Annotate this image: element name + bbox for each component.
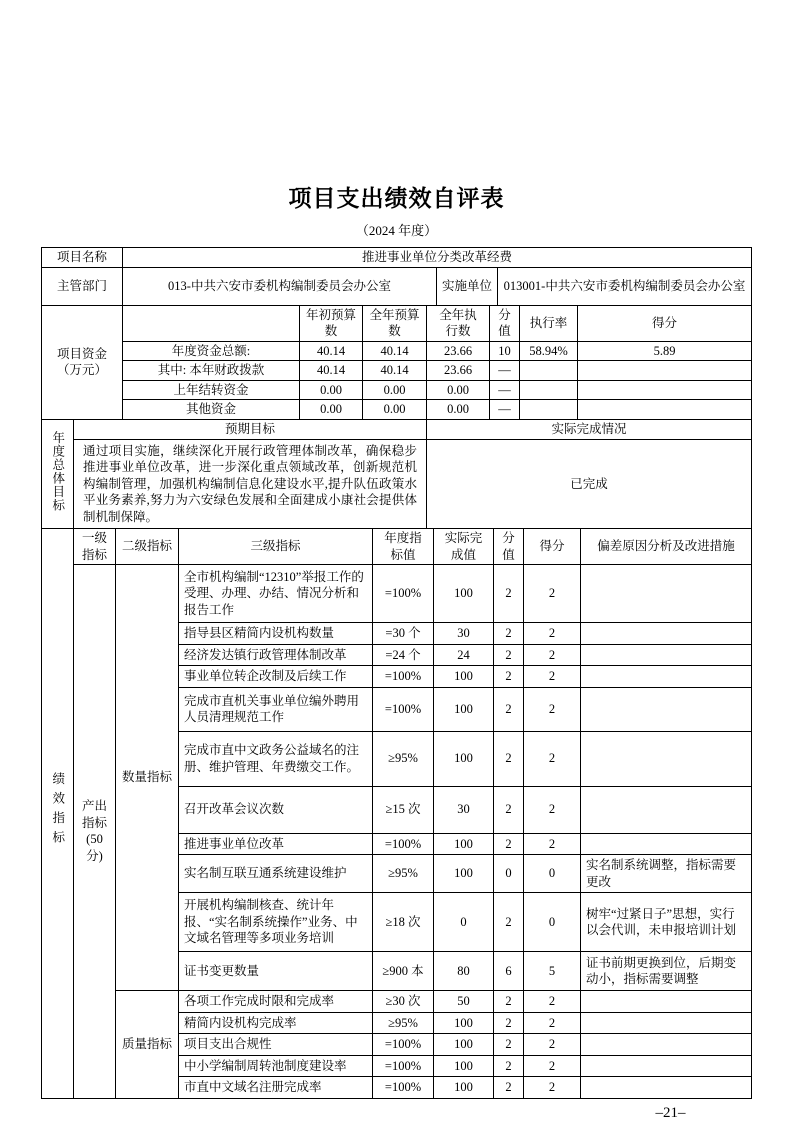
header-target: 年度指 标值 <box>373 529 434 565</box>
indicator-actual: 100 <box>434 1055 494 1077</box>
indicator-score: 2 <box>524 1034 581 1056</box>
funding-points: — <box>490 400 520 420</box>
indicator-name: 市直中文域名注册完成率 <box>179 1077 373 1099</box>
funding-row-name: 其他资金 <box>123 400 300 420</box>
indicator-points: 2 <box>494 893 524 952</box>
indicator-target: ≥30 次 <box>373 991 434 1013</box>
indicator-remark <box>581 644 752 666</box>
indicator-name: 推进事业单位改革 <box>179 833 373 855</box>
funding-initial: 0.00 <box>300 380 363 400</box>
funding-annual: 40.14 <box>363 361 427 381</box>
indicator-points: 2 <box>494 833 524 855</box>
funding-section-label: 项目资金 （万元） <box>42 305 123 419</box>
indicator-score: 2 <box>524 991 581 1013</box>
indicator-row <box>42 991 752 1013</box>
indicator-remark <box>581 623 752 645</box>
indicator-actual: 100 <box>434 855 494 893</box>
funding-points: — <box>490 380 520 400</box>
annual-goal-table <box>41 419 752 530</box>
indicator-remark <box>581 1077 752 1099</box>
header-level2: 二级指标 <box>116 529 179 565</box>
indicator-points: 2 <box>494 786 524 833</box>
page-title: 项目支出绩效自评表 <box>288 185 505 211</box>
indicator-name: 各项工作完成时限和完成率 <box>179 991 373 1013</box>
indicator-name: 事业单位转企改制及后续工作 <box>179 666 373 688</box>
level1-output-indicator: 产出 指标 (50 分) <box>74 565 116 1099</box>
funding-table <box>41 305 752 420</box>
indicator-points: 6 <box>494 952 524 991</box>
funding-executed: 23.66 <box>427 361 490 381</box>
indicators-section-label <box>42 529 74 1099</box>
indicator-remark <box>581 833 752 855</box>
expected-goal-header: 预期目标 <box>74 419 427 439</box>
level2-quantity-indicator: 数量指标 <box>116 565 179 991</box>
funding-row-name: 其中: 本年财政拨款 <box>123 361 300 381</box>
funding-executed: 23.66 <box>427 341 490 361</box>
indicator-remark <box>581 1055 752 1077</box>
project-name-label: 项目名称 <box>42 248 123 268</box>
header-remark: 偏差原因分析及改进措施 <box>581 529 752 565</box>
indicator-name: 经济发达镇行政管理体制改革 <box>179 644 373 666</box>
funding-annual: 0.00 <box>363 380 427 400</box>
indicator-actual: 50 <box>434 991 494 1013</box>
indicator-points: 2 <box>494 623 524 645</box>
funding-row-name: 上年结转资金 <box>123 380 300 400</box>
indicator-name: 证书变更数量 <box>179 952 373 991</box>
indicator-actual: 100 <box>434 565 494 623</box>
indicator-name: 开展机构编制核查、统计年报、“实名制系统操作”业务、中文域名管理等多项业务培训 <box>179 893 373 952</box>
indicator-actual: 100 <box>434 666 494 688</box>
funding-initial: 0.00 <box>300 400 363 420</box>
header-points: 分 值 <box>494 529 524 565</box>
funding-row-name: 年度资金总额: <box>123 341 300 361</box>
funding-row <box>42 400 752 420</box>
indicator-target: =100% <box>373 666 434 688</box>
indicator-remark: 树牢“过紧日子”思想，实行以会代训，未申报培训计划 <box>581 893 752 952</box>
indicator-name: 全市机构编制“12310”举报工作的受理、办理、办结、情况分析和报告工作 <box>179 565 373 623</box>
funding-header-initial: 年初预算 数 <box>300 305 363 341</box>
indicator-target: =100% <box>373 1077 434 1099</box>
indicators-label-text: 绩效指标 <box>50 772 65 850</box>
dept-value: 013-中共六安市委机构编制委员会办公室 <box>123 267 437 305</box>
indicator-score: 2 <box>524 666 581 688</box>
indicator-name: 实名制互联互通系统建设维护 <box>179 855 373 893</box>
funding-header-score: 得分 <box>578 305 752 341</box>
impl-unit-value: 013001-中共六安市委机构编制委员会办公室 <box>498 267 752 305</box>
indicator-score: 2 <box>524 731 581 786</box>
indicator-points: 2 <box>494 644 524 666</box>
funding-rate <box>520 400 578 420</box>
project-info-table <box>41 247 752 306</box>
indicator-name: 完成市直中文政务公益域名的注册、维护管理、年费缴交工作。 <box>179 731 373 786</box>
actual-completion-header: 实际完成情况 <box>427 419 752 439</box>
indicator-target: =100% <box>373 687 434 731</box>
indicator-actual: 100 <box>434 833 494 855</box>
funding-header-executed: 全年执 行数 <box>427 305 490 341</box>
indicator-name: 中小学编制周转池制度建设率 <box>179 1055 373 1077</box>
indicator-score: 2 <box>524 1077 581 1099</box>
indicator-actual: 80 <box>434 952 494 991</box>
indicator-points: 0 <box>494 855 524 893</box>
indicator-target: ≥18 次 <box>373 893 434 952</box>
indicator-score: 2 <box>524 786 581 833</box>
funding-points: 10 <box>490 341 520 361</box>
indicator-name: 指导县区精简内设机构数量 <box>179 623 373 645</box>
indicator-remark <box>581 666 752 688</box>
funding-initial: 40.14 <box>300 341 363 361</box>
indicator-remark <box>581 1034 752 1056</box>
indicator-target: =100% <box>373 833 434 855</box>
funding-score <box>578 400 752 420</box>
indicator-remark: 实名制系统调整，指标需要更改 <box>581 855 752 893</box>
funding-row <box>42 380 752 400</box>
actual-completion-text: 已完成 <box>427 439 752 529</box>
funding-initial: 40.14 <box>300 361 363 381</box>
indicator-points: 2 <box>494 565 524 623</box>
indicator-actual: 100 <box>434 687 494 731</box>
indicator-target: ≥95% <box>373 855 434 893</box>
dept-label: 主管部门 <box>42 267 123 305</box>
indicator-score: 2 <box>524 644 581 666</box>
indicator-target: ≥95% <box>373 731 434 786</box>
indicator-target: ≥15 次 <box>373 786 434 833</box>
indicator-points: 2 <box>494 1077 524 1099</box>
indicator-row <box>42 565 752 623</box>
indicator-remark <box>581 991 752 1013</box>
project-name-value: 推进事业单位分类改革经费 <box>123 248 752 268</box>
impl-unit-label: 实施单位 <box>437 267 498 305</box>
indicator-actual: 100 <box>434 731 494 786</box>
funding-row <box>42 361 752 381</box>
indicator-target: =100% <box>373 565 434 623</box>
indicator-score: 2 <box>524 565 581 623</box>
page-number: –21– <box>655 1104 686 1121</box>
indicator-remark: 证书前期更换到位，后期变动小，指标需要调整 <box>581 952 752 991</box>
indicator-points: 2 <box>494 991 524 1013</box>
indicator-remark <box>581 1012 752 1034</box>
indicator-points: 2 <box>494 1034 524 1056</box>
indicator-score: 2 <box>524 1012 581 1034</box>
funding-header-points: 分 值 <box>490 305 520 341</box>
indicator-remark <box>581 731 752 786</box>
funding-executed: 0.00 <box>427 380 490 400</box>
indicators-table <box>41 528 752 1099</box>
indicator-actual: 0 <box>434 893 494 952</box>
indicator-actual: 100 <box>434 1077 494 1099</box>
funding-score <box>578 380 752 400</box>
indicator-target: =24 个 <box>373 644 434 666</box>
funding-rate <box>520 361 578 381</box>
indicator-points: 2 <box>494 1055 524 1077</box>
indicator-score: 0 <box>524 855 581 893</box>
funding-name-header <box>123 305 300 341</box>
funding-points: — <box>490 361 520 381</box>
expected-goal-text: 通过项目实施，继续深化开展行政管理体制改革，确保稳步推进事业单位改革，进一步深化重点领域改革，创新规范机构编制管理，加强机构编制信息化建设水平,提升队伍政策水平业务素养,努力为六安绿色发展和全面建成小康社会提供体制机制保障。 <box>74 439 427 529</box>
indicator-name: 项目支出合规性 <box>179 1034 373 1056</box>
indicator-score: 2 <box>524 687 581 731</box>
indicator-points: 2 <box>494 731 524 786</box>
funding-annual: 40.14 <box>363 341 427 361</box>
indicator-score: 2 <box>524 1055 581 1077</box>
funding-header-annual: 全年预算 数 <box>363 305 427 341</box>
indicator-actual: 30 <box>434 786 494 833</box>
indicator-target: ≥900 本 <box>373 952 434 991</box>
funding-score <box>578 361 752 381</box>
level2-quality-indicator: 质量指标 <box>116 991 179 1099</box>
header-actual: 实际完 成值 <box>434 529 494 565</box>
funding-rate <box>520 380 578 400</box>
funding-executed: 0.00 <box>427 400 490 420</box>
indicator-score: 5 <box>524 952 581 991</box>
header-level3: 三级指标 <box>179 529 373 565</box>
annual-goal-section-label <box>42 419 74 529</box>
indicator-target: =100% <box>373 1055 434 1077</box>
header-score: 得分 <box>524 529 581 565</box>
page-subtitle: （2024 年度） <box>355 223 438 238</box>
indicator-remark <box>581 565 752 623</box>
indicator-name: 完成市直机关事业单位编外聘用人员清理规范工作 <box>179 687 373 731</box>
funding-header-rate: 执行率 <box>520 305 578 341</box>
funding-row <box>42 341 752 361</box>
indicator-actual: 100 <box>434 1012 494 1034</box>
funding-rate: 58.94% <box>520 341 578 361</box>
indicator-target: =100% <box>373 1034 434 1056</box>
indicator-target: ≥95% <box>373 1012 434 1034</box>
indicator-points: 2 <box>494 687 524 731</box>
funding-score: 5.89 <box>578 341 752 361</box>
header-level1: 一级 指标 <box>74 529 116 565</box>
indicator-name: 精简内设机构完成率 <box>179 1012 373 1034</box>
indicator-actual: 24 <box>434 644 494 666</box>
funding-annual: 0.00 <box>363 400 427 420</box>
indicator-points: 2 <box>494 666 524 688</box>
indicator-score: 2 <box>524 833 581 855</box>
indicator-remark <box>581 687 752 731</box>
indicator-score: 2 <box>524 623 581 645</box>
indicator-remark <box>581 786 752 833</box>
indicator-points: 2 <box>494 1012 524 1034</box>
annual-goal-label-text: 年度总体目标 <box>50 431 65 512</box>
indicator-actual: 100 <box>434 1034 494 1056</box>
indicator-actual: 30 <box>434 623 494 645</box>
indicator-name: 召开改革会议次数 <box>179 786 373 833</box>
indicator-target: =30 个 <box>373 623 434 645</box>
indicator-score: 0 <box>524 893 581 952</box>
